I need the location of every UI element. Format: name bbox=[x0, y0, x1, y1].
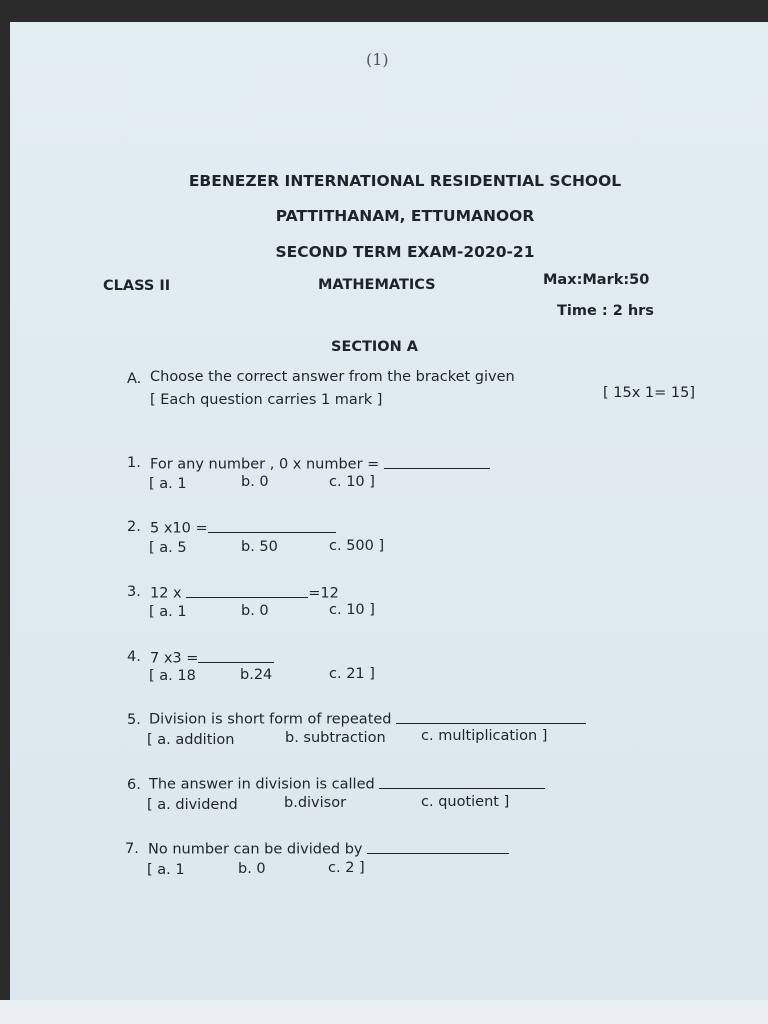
question-text bbox=[150, 647, 274, 667]
option-a: [ a. 1 bbox=[149, 476, 187, 492]
question-stem: 12 x bbox=[150, 585, 187, 602]
page-number: (1) bbox=[366, 50, 389, 69]
part-a-instruction: Choose the correct answer from the bracket given bbox=[150, 369, 515, 385]
answer-blank bbox=[367, 838, 509, 854]
answer-blank bbox=[384, 453, 490, 469]
question-text bbox=[150, 517, 336, 537]
question-stem: For any number , 0 x number = bbox=[150, 456, 384, 473]
option-c: c. 21 ] bbox=[329, 666, 375, 682]
answer-blank bbox=[396, 708, 586, 724]
question-text bbox=[150, 453, 490, 473]
question-number: 2. bbox=[127, 519, 141, 535]
option-b: b. 0 bbox=[238, 861, 266, 877]
answer-blank bbox=[208, 517, 336, 533]
option-a: [ a. 18 bbox=[149, 668, 196, 684]
option-c: c. 10 ] bbox=[329, 474, 375, 490]
max-mark: Max:Mark:50 bbox=[543, 272, 650, 288]
option-a: [ a. 1 bbox=[149, 604, 187, 620]
question-number: 6. bbox=[127, 777, 141, 793]
question-number: 7. bbox=[125, 841, 139, 857]
school-name: EBENEZER INTERNATIONAL RESIDENTIAL SCHOOL bbox=[188, 172, 622, 190]
question-number: 5. bbox=[127, 712, 141, 728]
option-b: b. 50 bbox=[241, 539, 278, 555]
background-strip bbox=[0, 1000, 768, 1024]
question-number: 1. bbox=[127, 455, 141, 471]
question-text bbox=[150, 582, 339, 602]
exam-title: SECOND TERM EXAM-2020-21 bbox=[275, 243, 535, 261]
section-heading: SECTION A bbox=[331, 339, 419, 355]
option-a: [ a. 5 bbox=[149, 540, 187, 556]
question-stem: Division is short form of repeated bbox=[149, 711, 397, 728]
question-stem: No number can be divided by bbox=[148, 841, 368, 858]
option-b: b. 0 bbox=[241, 603, 269, 619]
question-text bbox=[148, 838, 509, 858]
part-a-label: A. bbox=[127, 371, 142, 387]
option-b: b. 0 bbox=[241, 474, 269, 490]
part-a-marks: [ 15x 1= 15] bbox=[603, 385, 695, 401]
subject-label: MATHEMATICS bbox=[318, 277, 436, 293]
option-c: c. 10 ] bbox=[329, 602, 375, 618]
question-text bbox=[149, 708, 586, 728]
question-tail: =12 bbox=[308, 585, 339, 602]
question-stem: 7 x3 = bbox=[150, 650, 199, 667]
question-stem: 5 x10 = bbox=[150, 520, 208, 537]
option-b: b. subtraction bbox=[285, 730, 386, 746]
time-allowed: Time : 2 hrs bbox=[557, 303, 654, 319]
answer-blank bbox=[379, 773, 545, 789]
option-a: [ a. addition bbox=[147, 732, 235, 748]
option-a: [ a. 1 bbox=[147, 862, 185, 878]
option-b: b.divisor bbox=[284, 795, 347, 811]
school-location: PATTITHANAM, ETTUMANOOR bbox=[275, 207, 535, 225]
answer-blank bbox=[198, 647, 274, 663]
option-c: c. multiplication ] bbox=[421, 728, 548, 744]
option-b: b.24 bbox=[240, 667, 273, 683]
answer-blank bbox=[186, 582, 308, 598]
option-a: [ a. dividend bbox=[147, 797, 238, 813]
question-number: 4. bbox=[127, 649, 141, 665]
question-number: 3. bbox=[127, 584, 141, 600]
question-text bbox=[149, 773, 545, 793]
question-stem: The answer in division is called bbox=[149, 776, 380, 793]
option-c: c. 2 ] bbox=[328, 860, 365, 876]
class-label: CLASS II bbox=[103, 278, 171, 294]
part-a-note: [ Each question carries 1 mark ] bbox=[150, 392, 383, 408]
option-c: c. quotient ] bbox=[421, 794, 510, 810]
option-c: c. 500 ] bbox=[329, 538, 385, 554]
